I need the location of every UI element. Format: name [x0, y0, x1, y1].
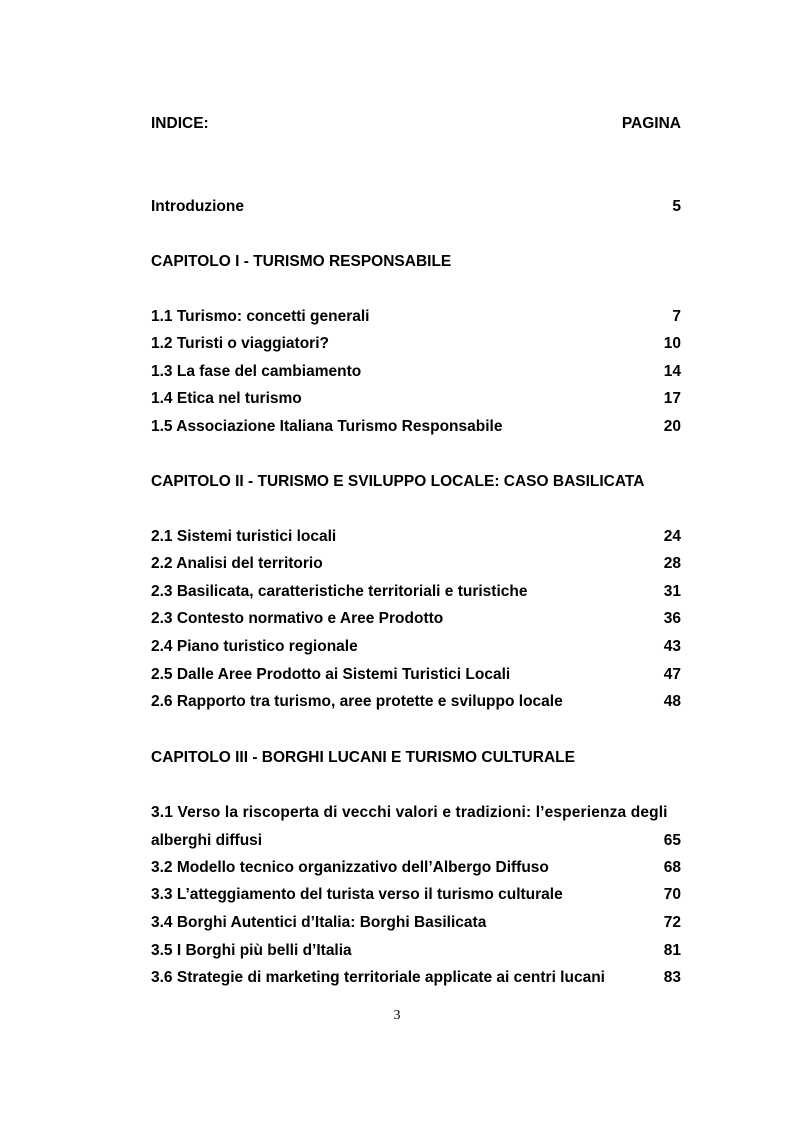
toc-entry-page: 68 [663, 859, 681, 876]
chapter-title: CAPITOLO III - BORGHI LUCANI E TURISMO CULTURALE [151, 749, 575, 766]
toc-entry-title: 2.3 Basilicata, caratteristiche territoriali e turistiche [151, 583, 528, 600]
toc-entry-page: 47 [663, 666, 681, 683]
toc-entry-page: 10 [663, 335, 681, 352]
toc-entry-title: 2.1 Sistemi turistici locali [151, 528, 337, 545]
toc-entry [151, 967, 681, 989]
toc-entry-title: 3.2 Modello tecnico organizzativo dell’Albergo Diffuso [151, 859, 549, 876]
table-of-contents [151, 0, 681, 1123]
toc-entry-title: 2.6 Rapporto tra turismo, aree protette e sviluppo locale [151, 693, 563, 710]
toc-entry [151, 636, 681, 658]
toc-entry-page: 72 [663, 914, 681, 931]
toc-entry-page: 20 [663, 418, 681, 435]
toc-entry-title: 1.1 Turismo: concetti generali [151, 308, 370, 325]
toc-entry-page: 7 [672, 308, 681, 325]
toc-entry [151, 691, 681, 713]
toc-entry-page: 28 [663, 555, 681, 572]
toc-entry-page: 70 [663, 886, 681, 903]
toc-title: INDICE: [151, 115, 209, 132]
toc-entry [151, 361, 681, 383]
toc-entry [151, 884, 681, 906]
toc-entry [151, 416, 681, 438]
toc-entry-line2 [151, 827, 681, 855]
toc-entry-page: 43 [663, 638, 681, 655]
toc-entry [151, 912, 681, 934]
toc-entry-page: 83 [663, 969, 681, 986]
toc-entry-title: 2.4 Piano turistico regionale [151, 638, 358, 655]
toc-entry-page: 36 [663, 610, 681, 627]
toc-entry-page: 31 [663, 583, 681, 600]
chapter-heading [151, 251, 681, 273]
toc-entry-title: 3.5 I Borghi più belli d’Italia [151, 942, 352, 959]
toc-entry-title: Introduzione [151, 198, 244, 215]
toc-entry-title: 1.4 Etica nel turismo [151, 390, 302, 407]
toc-entry-title-line1: 3.1 Verso la riscoperta di vecchi valori e tradizioni: l’esperienza degli [151, 804, 668, 821]
toc-entry-title: 3.4 Borghi Autentici d’Italia: Borghi Basilicata [151, 914, 487, 931]
toc-entry-multiline [151, 799, 681, 854]
toc-entry [151, 581, 681, 603]
toc-entry-page: 65 [663, 831, 681, 849]
page-number: 3 [393, 1008, 401, 1023]
toc-entry-page: 17 [663, 390, 681, 407]
toc-entry-title: 1.5 Associazione Italiana Turismo Responsabile [151, 418, 503, 435]
toc-entry-title: 3.3 L’atteggiamento del turista verso il turismo culturale [151, 886, 563, 903]
toc-entry-page: 5 [672, 198, 681, 215]
page-column-label: PAGINA [621, 115, 681, 132]
toc-entry-title: 2.3 Contesto normativo e Aree Prodotto [151, 610, 444, 627]
toc-entry-page: 14 [663, 363, 681, 380]
toc-header [151, 113, 681, 135]
toc-entry [151, 940, 681, 962]
toc-entry-title: 1.3 La fase del cambiamento [151, 363, 362, 380]
toc-entry [151, 333, 681, 355]
toc-entry-title: 1.2 Turisti o viaggiatori? [151, 335, 329, 352]
chapter-heading [151, 471, 681, 493]
toc-entry [151, 196, 681, 218]
toc-entry-title: 2.5 Dalle Aree Prodotto ai Sistemi Turistici Locali [151, 666, 511, 683]
toc-entry [151, 664, 681, 686]
toc-entry-page: 81 [663, 942, 681, 959]
toc-entry [151, 388, 681, 410]
toc-entry-title: 3.6 Strategie di marketing territoriale applicate ai centri lucani [151, 969, 605, 986]
toc-entry-title-line2: alberghi diffusi [151, 831, 263, 849]
toc-entry [151, 553, 681, 575]
chapter-title: CAPITOLO II - TURISMO E SVILUPPO LOCALE: CASO BASILICATA [151, 473, 645, 490]
toc-entry [151, 526, 681, 548]
toc-entry-title: 2.2 Analisi del territorio [151, 555, 323, 572]
chapter-title: CAPITOLO I - TURISMO RESPONSABILE [151, 253, 452, 270]
toc-entry [151, 608, 681, 630]
toc-entry [151, 857, 681, 879]
toc-entry-page: 24 [663, 528, 681, 545]
toc-entry [151, 306, 681, 328]
chapter-heading [151, 747, 681, 769]
toc-entry-page: 48 [663, 693, 681, 710]
